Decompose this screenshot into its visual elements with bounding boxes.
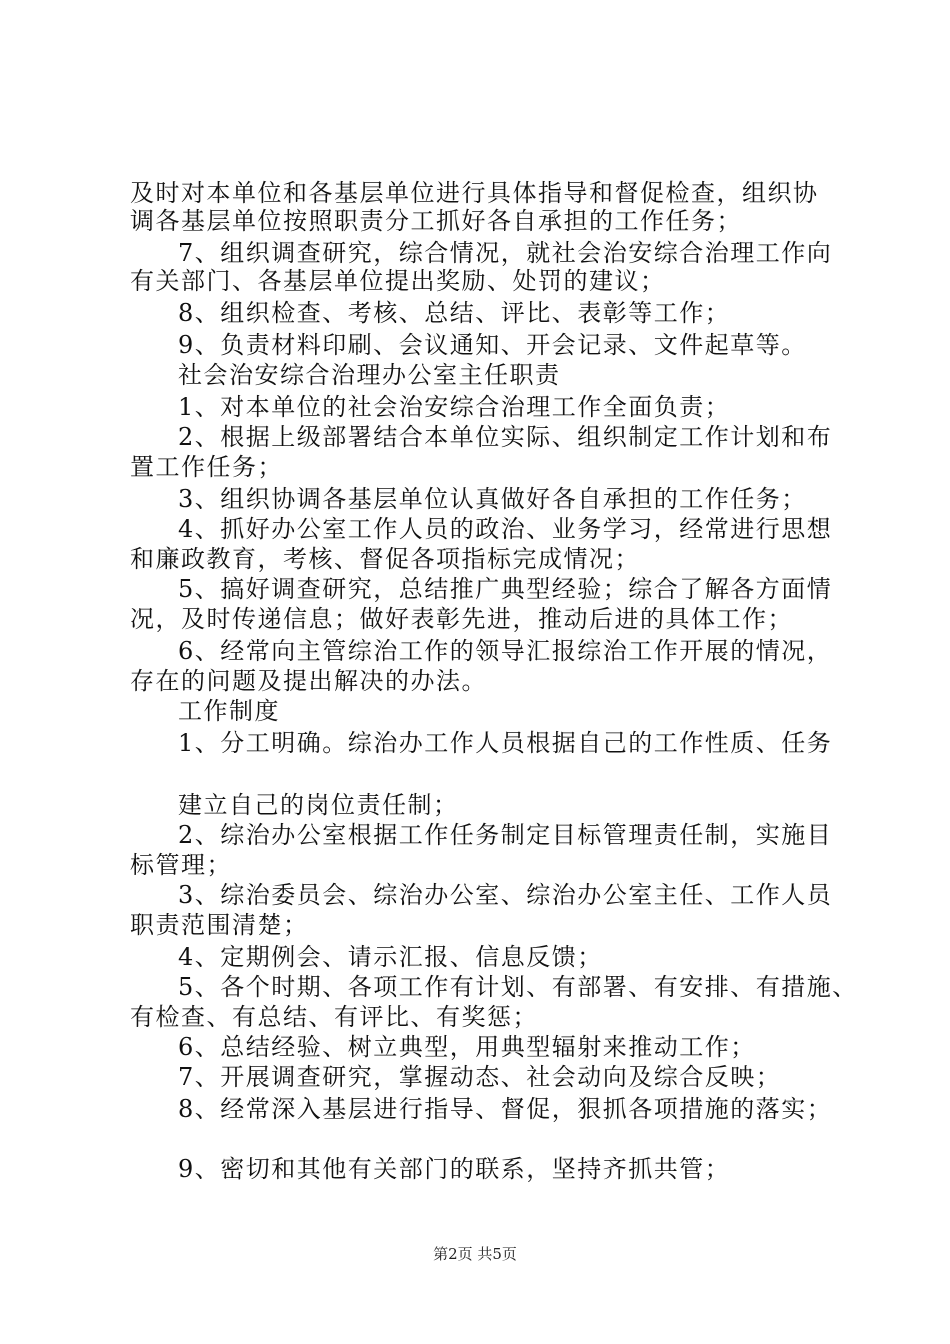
text-line: 标管理； bbox=[130, 851, 232, 879]
text-line: 8、组织检查、考核、总结、评比、表彰等工作； bbox=[178, 299, 731, 327]
text-line: 5、搞好调查研究，总结推广典型经验；综合了解各方面情 bbox=[178, 575, 833, 603]
text-line: 8、经常深入基层进行指导、督促，狠抓各项措施的落实； bbox=[178, 1095, 833, 1123]
text-line: 及时对本单位和各基层单位进行具体指导和督促检查，组织协 bbox=[130, 179, 819, 207]
text-line: 存在的问题及提出解决的办法。 bbox=[130, 667, 487, 695]
text-line: 6、总结经验、树立典型，用典型辐射来推动工作； bbox=[178, 1033, 756, 1061]
text-line: 3、综治委员会、综治办公室、综治办公室主任、工作人员 bbox=[178, 881, 833, 909]
text-line: 7、开展调查研究，掌握动态、社会动向及综合反映； bbox=[178, 1063, 782, 1091]
text-line: 9、负责材料印刷、会议通知、开会记录、文件起草等。 bbox=[178, 331, 807, 359]
text-line: 1、分工明确。综治办工作人员根据自己的工作性质、任务 bbox=[178, 729, 833, 757]
text-line: 建立自己的岗位责任制； bbox=[178, 791, 459, 819]
section-heading: 社会治安综合治理办公室主任职责 bbox=[178, 361, 561, 389]
text-line: 况，及时传递信息；做好表彰先进，推动后进的具体工作； bbox=[130, 605, 793, 633]
page-number-footer: 第2页 共5页 bbox=[433, 1245, 517, 1263]
text-line: 2、根据上级部署结合本单位实际、组织制定工作计划和布 bbox=[178, 423, 833, 451]
text-line: 5、各个时期、各项工作有计划、有部署、有安排、有措施、 bbox=[178, 973, 858, 1001]
text-line: 9、密切和其他有关部门的联系，坚持齐抓共管； bbox=[178, 1155, 731, 1183]
text-line: 1、对本单位的社会治安综合治理工作全面负责； bbox=[178, 393, 731, 421]
text-line: 3、组织协调各基层单位认真做好各自承担的工作任务； bbox=[178, 485, 807, 513]
text-line: 4、定期例会、请示汇报、信息反馈； bbox=[178, 943, 603, 971]
text-line: 有关部门、各基层单位提出奖励、处罚的建议； bbox=[130, 267, 666, 295]
section-heading: 工作制度 bbox=[178, 697, 280, 725]
text-line: 6、经常向主管综治工作的领导汇报综治工作开展的情况， bbox=[178, 637, 833, 665]
text-line: 2、综治办公室根据工作任务制定目标管理责任制，实施目 bbox=[178, 821, 833, 849]
text-line: 7、组织调查研究，综合情况，就社会治安综合治理工作向 bbox=[178, 239, 833, 267]
text-line: 有检查、有总结、有评比、有奖惩； bbox=[130, 1003, 538, 1031]
text-line: 和廉政教育，考核、督促各项指标完成情况； bbox=[130, 545, 640, 573]
text-line: 4、抓好办公室工作人员的政治、业务学习，经常进行思想 bbox=[178, 515, 833, 543]
text-line: 置工作任务； bbox=[130, 453, 283, 481]
text-line: 调各基层单位按照职责分工抓好各自承担的工作任务； bbox=[130, 207, 742, 235]
text-line: 职责范围清楚； bbox=[130, 911, 309, 939]
